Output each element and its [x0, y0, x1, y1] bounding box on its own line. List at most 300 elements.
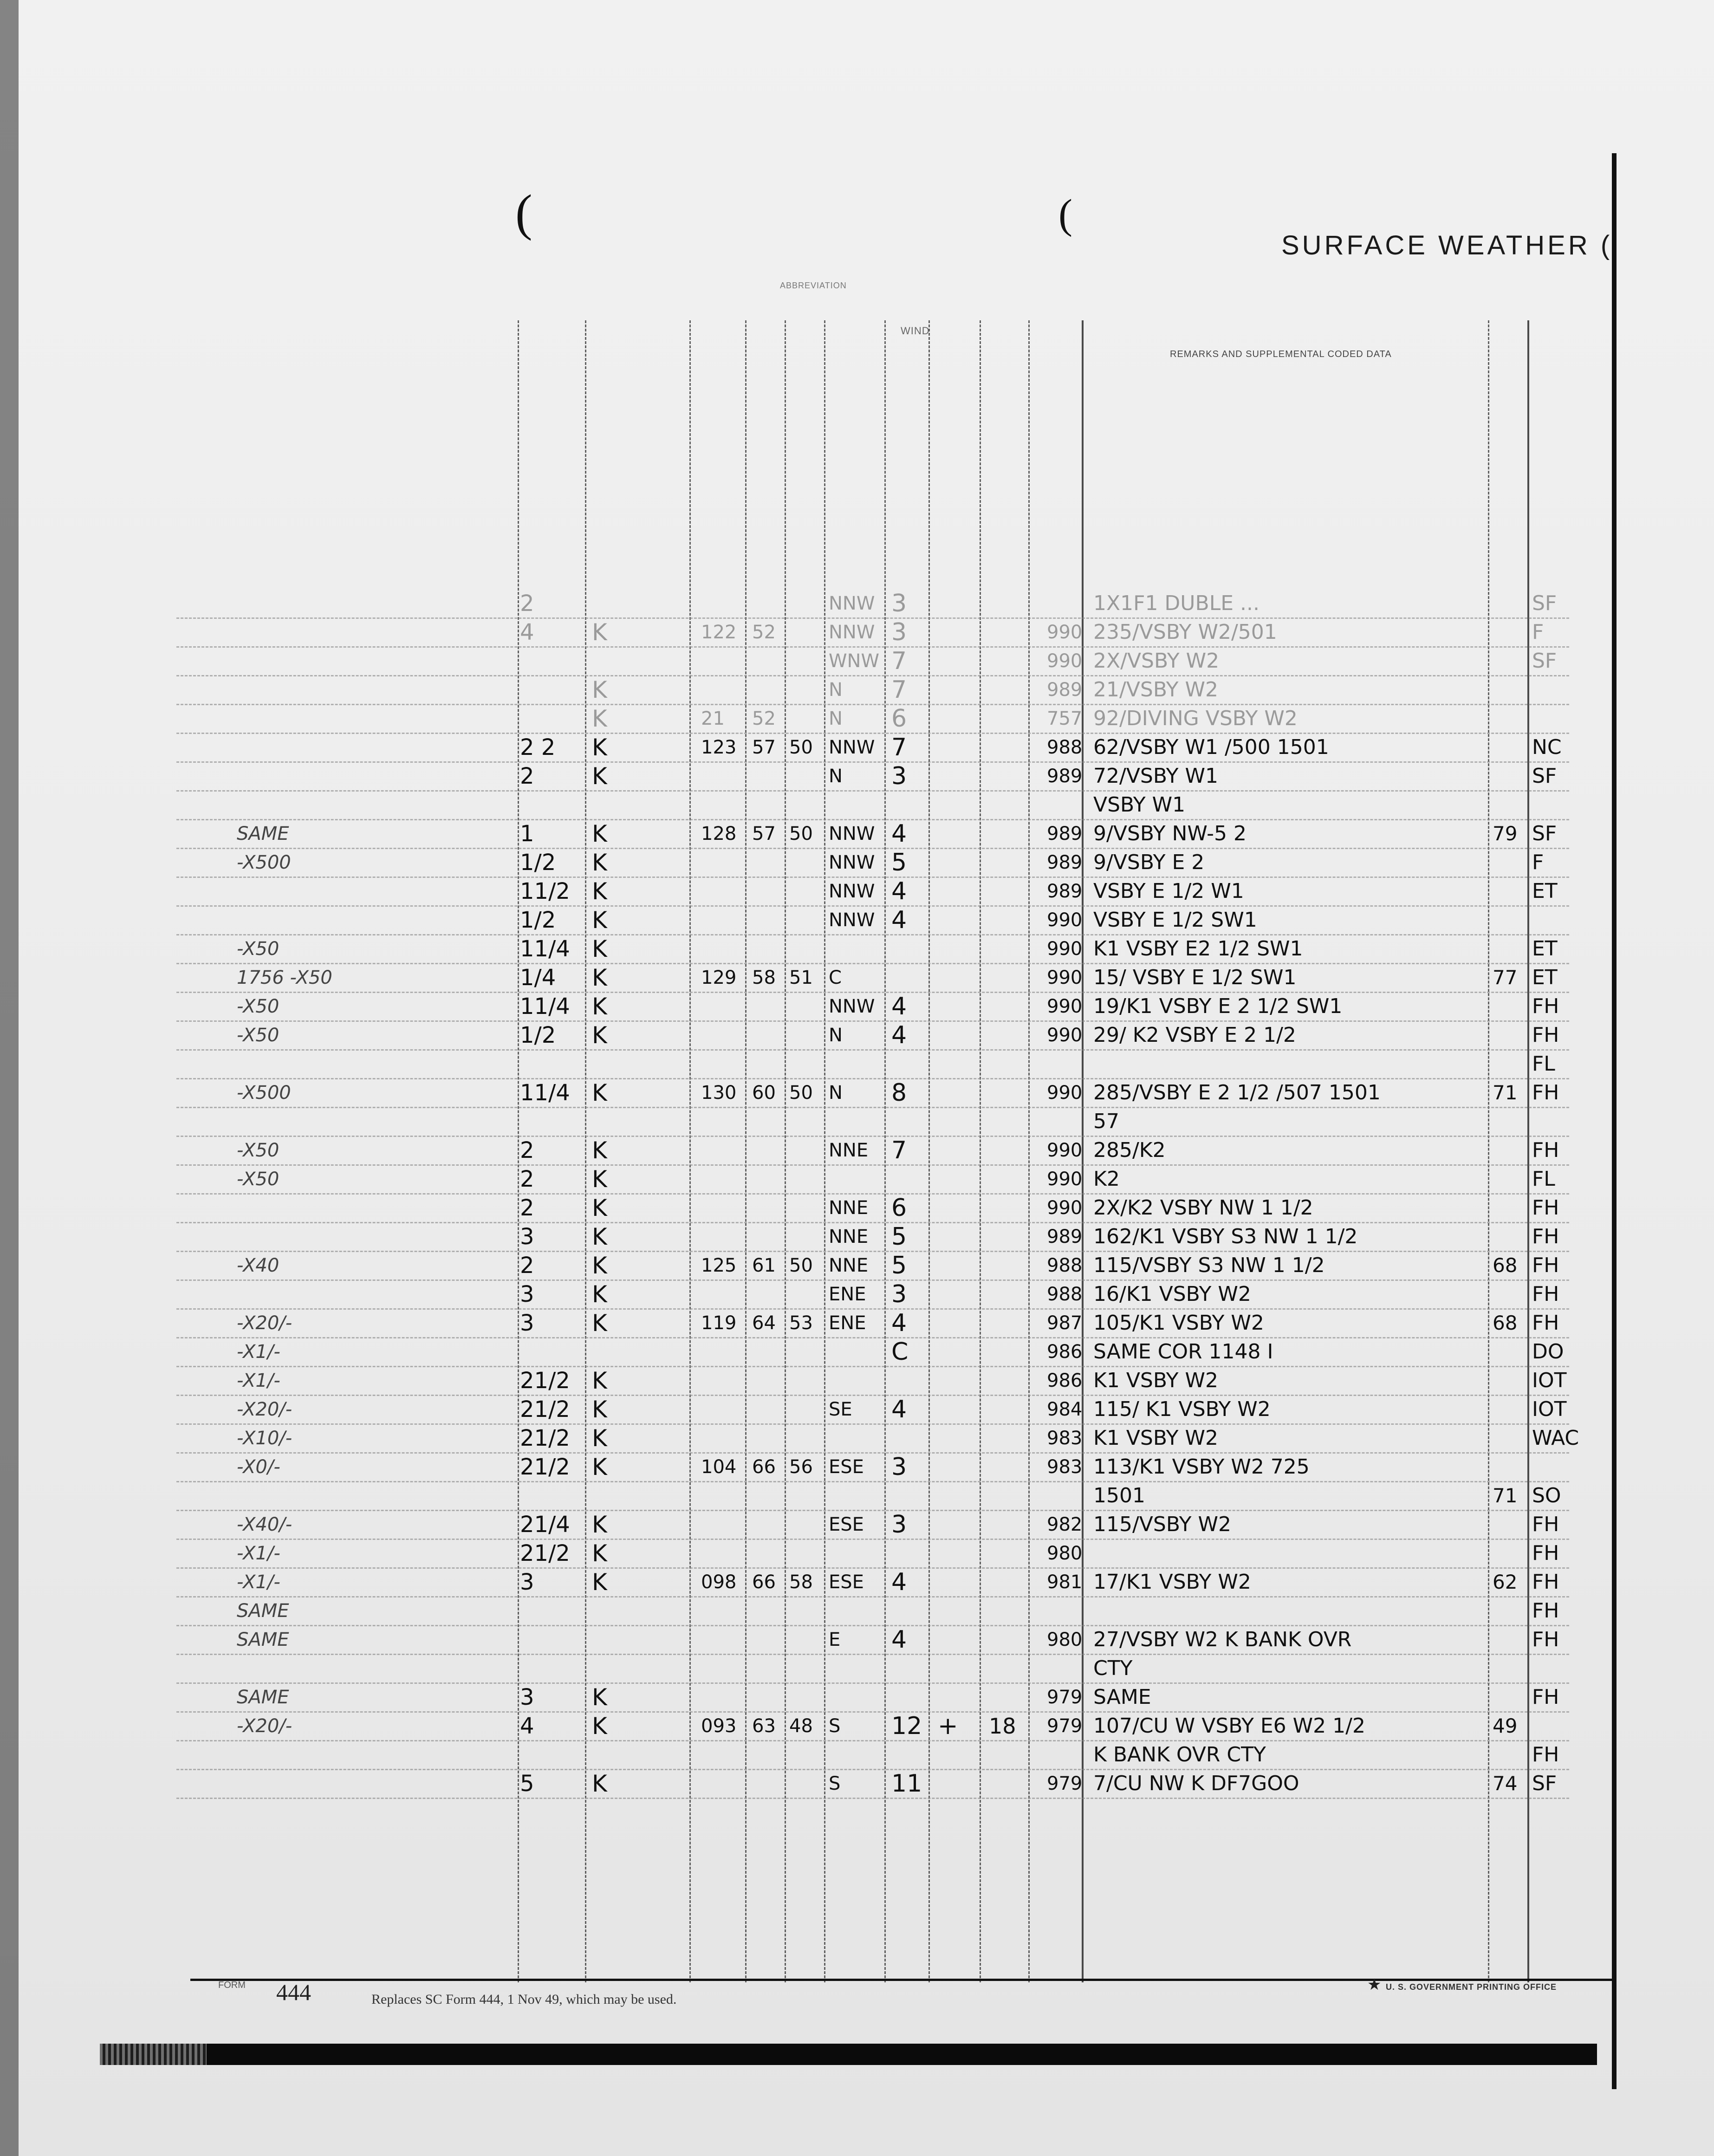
visibility-cell: 2	[520, 1166, 534, 1192]
observer-code-cell: FH	[1532, 1311, 1559, 1335]
visibility-cell: 1/2	[520, 907, 556, 933]
remarks-cell: CTY	[1093, 1656, 1133, 1680]
visibility-cell: 2	[520, 1195, 534, 1221]
pressure-cell: 990	[1047, 1140, 1083, 1161]
weather-cell: K	[592, 1511, 607, 1538]
wind-direction-cell: ESE	[829, 1456, 864, 1478]
wind-direction-cell: S	[829, 1715, 841, 1737]
table-row	[0, 964, 1714, 993]
wind-speed-cell: 4	[891, 1309, 907, 1337]
wind-direction-cell: NNW	[829, 996, 875, 1017]
weather-cell: K	[592, 1569, 607, 1596]
visibility-cell: 3	[520, 1310, 534, 1336]
time-cell: -X50	[237, 1140, 279, 1161]
remarks-cell: 115/VSBY W2	[1093, 1513, 1231, 1536]
table-row	[0, 762, 1714, 791]
time-cell: -X40/-	[237, 1514, 292, 1535]
table-bottom-rule	[190, 1979, 1617, 1981]
observer-code-cell: SF	[1532, 1772, 1557, 1795]
scan-border-texture	[100, 2044, 207, 2065]
weather-cell: K	[592, 1770, 607, 1797]
observer-code-cell: FH	[1532, 1513, 1559, 1536]
table-row	[0, 1626, 1714, 1655]
wind-speed-cell: 4	[891, 906, 907, 934]
wet-bulb-cell: 50	[789, 737, 813, 758]
remarks-cell: 92/DIVING VSBY W2	[1093, 707, 1298, 730]
table-row	[0, 1683, 1714, 1712]
visibility-cell: 11/4	[520, 936, 570, 962]
wind-speed-cell: 5	[891, 1223, 907, 1251]
wind-direction-cell: ESE	[829, 1572, 864, 1593]
temperature-cell: 129	[701, 967, 737, 988]
time-cell: -X10/-	[237, 1428, 292, 1449]
row-rule	[176, 1798, 1569, 1799]
wind-direction-cell: N	[829, 766, 843, 787]
wind-column-label: WIND	[901, 325, 930, 337]
remarks-cell: 2X/VSBY W2	[1093, 649, 1220, 673]
remarks-cell: 115/ K1 VSBY W2	[1093, 1397, 1271, 1421]
observer-code-cell: ET	[1532, 879, 1558, 903]
pressure-cell: 986	[1047, 1370, 1083, 1391]
pressure-cell: 979	[1047, 1773, 1083, 1794]
wind-speed-cell: 3	[891, 1511, 907, 1539]
wind-direction-cell: NNE	[829, 1226, 869, 1247]
wind-speed-cell: 7	[891, 1136, 907, 1164]
wind-direction-cell: SE	[829, 1399, 852, 1420]
dewpoint-cell: 66	[752, 1572, 776, 1593]
time-cell: -X500	[237, 852, 291, 873]
remarks-cell: 107/CU W VSBY E6 W2 1/2	[1093, 1714, 1365, 1738]
visibility-cell: 11/4	[520, 994, 570, 1020]
remarks-cell: 62/VSBY W1 /500 1501	[1093, 735, 1329, 759]
weather-cell: K	[592, 993, 607, 1020]
table-row	[0, 1050, 1714, 1079]
wind-speed-cell: 4	[891, 820, 907, 848]
replaces-note: Replaces SC Form 444, 1 Nov 49, which may be used.	[371, 1992, 677, 2007]
weather-cell: K	[592, 734, 607, 761]
temperature-cell: 128	[701, 823, 737, 844]
extra-value-cell: 68	[1493, 1312, 1518, 1334]
time-cell: SAME	[237, 1600, 289, 1622]
table-row	[0, 1568, 1714, 1597]
table-row	[0, 906, 1714, 935]
pressure-cell: 989	[1047, 823, 1083, 844]
visibility-cell: 21/2	[520, 1396, 570, 1422]
observer-code-cell: F	[1532, 851, 1544, 874]
table-row	[0, 734, 1714, 762]
wind-direction-cell: NNE	[829, 1197, 869, 1219]
wet-bulb-cell: 51	[789, 967, 813, 988]
wind-direction-cell: N	[829, 1025, 843, 1046]
pressure-cell: 990	[1047, 967, 1083, 988]
observer-code-cell: SF	[1532, 591, 1557, 615]
temperature-cell: 098	[701, 1572, 737, 1593]
remarks-cell: VSBY E 1/2 SW1	[1093, 908, 1257, 932]
table-row	[0, 1280, 1714, 1309]
remarks-cell: SAME	[1093, 1685, 1151, 1709]
table-row	[0, 1367, 1714, 1396]
dewpoint-cell: 52	[752, 708, 776, 729]
observer-code-cell: DO	[1532, 1340, 1564, 1364]
table-row	[0, 877, 1714, 906]
visibility-cell: 11/4	[520, 1080, 570, 1106]
table-row	[0, 1511, 1714, 1539]
wet-bulb-cell: 48	[789, 1715, 813, 1737]
pressure-cell: 989	[1047, 1226, 1083, 1247]
weather-cell: K	[592, 820, 607, 847]
weather-cell: K	[592, 1713, 607, 1740]
remarks-cell: 19/K1 VSBY E 2 1/2 SW1	[1093, 994, 1343, 1018]
visibility-cell: 21/2	[520, 1540, 570, 1566]
remarks-cell: 2X/K2 VSBY NW 1 1/2	[1093, 1196, 1313, 1220]
weather-cell: K	[592, 1281, 607, 1308]
table-row	[0, 1597, 1714, 1626]
time-cell: -X50	[237, 938, 279, 960]
wet-bulb-cell: 53	[789, 1312, 813, 1334]
time-cell: -X20/-	[237, 1715, 292, 1737]
remarks-cell: K1 VSBY W2	[1093, 1426, 1219, 1450]
time-cell: -X1/-	[237, 1543, 280, 1564]
wind-direction-cell: N	[829, 708, 843, 729]
weather-cell: K	[592, 907, 607, 934]
pressure-cell: 989	[1047, 852, 1083, 873]
remarks-cell: 285/VSBY E 2 1/2 /507 1501	[1093, 1081, 1381, 1104]
visibility-cell: 21/4	[520, 1512, 570, 1538]
wind-speed-cell: 4	[891, 993, 907, 1020]
wind-direction-cell: E	[829, 1629, 841, 1650]
wind-character-cell: +	[938, 1712, 958, 1740]
temperature-cell: 21	[701, 708, 725, 729]
weather-cell: K	[592, 1223, 607, 1250]
visibility-cell: 21/2	[520, 1425, 570, 1451]
remarks-cell: K BANK OVR CTY	[1093, 1743, 1266, 1766]
pressure-cell: 990	[1047, 650, 1083, 672]
time-cell: -X50	[237, 1025, 279, 1046]
observer-code-cell: FL	[1532, 1052, 1555, 1076]
pressure-cell: 979	[1047, 1715, 1083, 1737]
punch-mark-left: (	[515, 184, 532, 241]
table-row	[0, 1223, 1714, 1252]
observer-code-cell: FL	[1532, 1167, 1555, 1191]
visibility-cell: 2	[520, 1137, 534, 1163]
extra-value-cell: 79	[1493, 822, 1518, 845]
wet-bulb-cell: 50	[789, 1082, 813, 1104]
wind-speed-cell: 4	[891, 877, 907, 905]
wind-speed-cell: 7	[891, 734, 907, 761]
wind-speed-cell: 6	[891, 705, 907, 733]
temperature-cell: 104	[701, 1456, 737, 1478]
wind-direction-cell: ESE	[829, 1514, 864, 1535]
wind-speed-cell: 4	[891, 1396, 907, 1423]
time-cell: SAME	[237, 1687, 289, 1708]
dewpoint-cell: 52	[752, 622, 776, 643]
visibility-cell: 2 2	[520, 734, 556, 760]
time-cell: SAME	[237, 823, 289, 844]
observer-code-cell: FH	[1532, 1541, 1559, 1565]
weather-cell: K	[592, 878, 607, 905]
wind-speed-cell: 5	[891, 1252, 907, 1279]
table-row	[0, 1712, 1714, 1741]
pressure-cell: 983	[1047, 1428, 1083, 1449]
temperature-cell: 119	[701, 1312, 737, 1334]
remarks-cell: SAME COR 1148 I	[1093, 1340, 1273, 1364]
gpo-imprint: U. S. GOVERNMENT PRINTING OFFICE	[1386, 1982, 1557, 1992]
wind-direction-cell: S	[829, 1773, 841, 1794]
wind-speed-cell: 3	[891, 762, 907, 790]
observer-code-cell: FH	[1532, 1743, 1559, 1766]
pressure-cell: 757	[1047, 708, 1083, 729]
observer-code-cell: ET	[1532, 966, 1558, 989]
remarks-cell: K1 VSBY W2	[1093, 1369, 1219, 1392]
observer-code-cell: SF	[1532, 764, 1557, 788]
observer-code-cell: FH	[1532, 1225, 1559, 1248]
time-cell: -X1/-	[237, 1572, 280, 1593]
wind-speed-cell: 8	[891, 1079, 907, 1107]
observer-code-cell: SF	[1532, 649, 1557, 673]
remarks-cell: 1501	[1093, 1484, 1145, 1507]
wind-direction-cell: NNW	[829, 622, 875, 643]
visibility-cell: 5	[520, 1771, 534, 1797]
observer-code-cell: NC	[1532, 735, 1562, 759]
wind-speed-cell: 4	[891, 1568, 907, 1596]
weather-cell: K	[592, 1022, 607, 1049]
form-title: SURFACE WEATHER (	[1281, 230, 1613, 260]
remarks-cell: 9/VSBY E 2	[1093, 851, 1205, 874]
time-cell: -X500	[237, 1082, 291, 1104]
dewpoint-cell: 58	[752, 967, 776, 988]
remarks-cell: 9/VSBY NW-5 2	[1093, 822, 1247, 845]
pressure-cell: 990	[1047, 996, 1083, 1017]
wind-speed-cell: 11	[891, 1770, 922, 1798]
weather-cell: K	[592, 849, 607, 876]
remarks-cell: 113/K1 VSBY W2 725	[1093, 1455, 1310, 1479]
table-row	[0, 1338, 1714, 1367]
time-cell: -X0/-	[237, 1456, 280, 1478]
observer-code-cell: ET	[1532, 937, 1558, 961]
table-row	[0, 1108, 1714, 1136]
weather-cell: K	[592, 1137, 607, 1164]
remarks-cell: 27/VSBY W2 K BANK OVR	[1093, 1628, 1352, 1651]
visibility-cell: 3	[520, 1281, 534, 1307]
pressure-cell: 982	[1047, 1514, 1083, 1535]
weather-cell: K	[592, 1396, 607, 1423]
remarks-cell: VSBY E 1/2 W1	[1093, 879, 1244, 903]
remarks-cell: 1X1F1 DUBLE ...	[1093, 591, 1260, 615]
time-cell: -X20/-	[237, 1312, 292, 1334]
temperature-cell: 125	[701, 1255, 737, 1276]
table-row	[0, 849, 1714, 877]
table-row	[0, 1539, 1714, 1568]
wind-speed-cell: 6	[891, 1194, 907, 1222]
visibility-cell: 3	[520, 1569, 534, 1595]
remarks-cell: 21/VSBY W2	[1093, 678, 1218, 701]
table-row	[0, 1194, 1714, 1223]
table-row	[0, 1079, 1714, 1108]
table-row	[0, 1396, 1714, 1424]
extra-value-cell: 77	[1493, 966, 1518, 989]
table-row	[0, 1309, 1714, 1338]
remarks-cell: 17/K1 VSBY W2	[1093, 1570, 1251, 1594]
visibility-cell: 4	[520, 619, 534, 645]
remarks-cell: 57	[1093, 1110, 1119, 1133]
wet-bulb-cell: 50	[789, 1255, 813, 1276]
visibility-cell: 3	[520, 1224, 534, 1250]
observer-code-cell: SO	[1532, 1484, 1561, 1507]
remarks-cell: 16/K1 VSBY W2	[1093, 1282, 1251, 1306]
temperature-cell: 130	[701, 1082, 737, 1104]
extra-value-cell: 74	[1493, 1772, 1518, 1795]
observer-code-cell: FH	[1532, 1685, 1559, 1709]
observer-code-cell: FH	[1532, 1282, 1559, 1306]
wind-direction-cell: NNW	[829, 737, 875, 758]
wind-speed-cell: C	[891, 1338, 909, 1366]
wind-direction-cell: NNW	[829, 593, 875, 614]
pressure-cell: 989	[1047, 766, 1083, 787]
extra-value-cell: 68	[1493, 1254, 1518, 1277]
table-row	[0, 1021, 1714, 1050]
pressure-cell: 984	[1047, 1399, 1083, 1420]
pressure-cell: 990	[1047, 1197, 1083, 1219]
remarks-cell: 105/K1 VSBY W2	[1093, 1311, 1264, 1335]
scan-border-bar	[100, 2044, 1597, 2065]
wind-direction-cell: NNE	[829, 1140, 869, 1161]
pressure-cell: 990	[1047, 1082, 1083, 1104]
time-cell: -X50	[237, 1169, 279, 1190]
section-label: ABBREVIATION	[780, 281, 847, 290]
wind-direction-cell: N	[829, 1082, 843, 1104]
observer-code-cell: WAC	[1532, 1426, 1579, 1450]
dewpoint-cell: 61	[752, 1255, 776, 1276]
weather-cell: K	[592, 935, 607, 962]
remarks-cell: 115/VSBY S3 NW 1 1/2	[1093, 1253, 1325, 1277]
pressure-cell: 987	[1047, 1312, 1083, 1334]
observer-code-cell: FH	[1532, 1081, 1559, 1104]
wind-speed-cell: 3	[891, 1280, 907, 1308]
wind-direction-cell: NNW	[829, 881, 875, 902]
observer-code-cell: SF	[1532, 822, 1557, 845]
remarks-cell: 235/VSBY W2/501	[1093, 620, 1277, 644]
weather-cell: K	[592, 619, 607, 646]
dewpoint-cell: 63	[752, 1715, 776, 1737]
weather-cell: K	[592, 676, 607, 703]
weather-cell: K	[592, 1454, 607, 1481]
remarks-cell: 15/ VSBY E 1/2 SW1	[1093, 966, 1297, 989]
table-row	[0, 1165, 1714, 1194]
star-icon: ★	[1367, 1976, 1382, 1994]
remarks-cell: VSBY W1	[1093, 793, 1186, 817]
visibility-cell: 1/2	[520, 1022, 556, 1048]
wind-direction-cell: NNW	[829, 909, 875, 931]
observer-code-cell: IOT	[1532, 1369, 1567, 1392]
remarks-cell: 72/VSBY W1	[1093, 764, 1218, 788]
table-row	[0, 1741, 1714, 1770]
weather-cell: K	[592, 964, 607, 991]
weather-cell: K	[592, 1195, 607, 1221]
weather-cell: K	[592, 1425, 607, 1452]
observer-code-cell: FH	[1532, 994, 1559, 1018]
pressure-cell: 980	[1047, 1629, 1083, 1650]
observer-code-cell: FH	[1532, 1196, 1559, 1220]
weather-cell: K	[592, 1310, 607, 1337]
time-cell: -X50	[237, 996, 279, 1017]
time-cell: -X1/-	[237, 1341, 280, 1363]
observer-code-cell: FH	[1532, 1570, 1559, 1594]
wind-speed-cell: 5	[891, 849, 907, 877]
visibility-cell: 1/4	[520, 965, 556, 991]
visibility-cell: 1	[520, 821, 534, 847]
table-row	[0, 618, 1714, 647]
pressure-cell: 989	[1047, 679, 1083, 701]
wind-speed-cell: 3	[891, 590, 907, 617]
dewpoint-cell: 66	[752, 1456, 776, 1478]
wind-speed-cell: 7	[891, 676, 907, 704]
table-row	[0, 647, 1714, 676]
wet-bulb-cell: 56	[789, 1456, 813, 1478]
weather-cell: K	[592, 1252, 607, 1279]
pressure-cell: 990	[1047, 1025, 1083, 1046]
table-row	[0, 590, 1714, 618]
weather-cell: K	[592, 1079, 607, 1106]
observer-code-cell: F	[1532, 620, 1544, 644]
observer-code-cell: FH	[1532, 1023, 1559, 1047]
table-row	[0, 1655, 1714, 1683]
pressure-cell: 990	[1047, 622, 1083, 643]
wind-speed-cell: 4	[891, 1626, 907, 1654]
time-cell: -X40	[237, 1255, 279, 1276]
table-row	[0, 791, 1714, 820]
dewpoint-cell: 57	[752, 737, 776, 758]
visibility-cell: 4	[520, 1713, 534, 1739]
time-cell: -X20/-	[237, 1399, 292, 1420]
time-cell: -X1/-	[237, 1370, 280, 1391]
visibility-cell: 3	[520, 1684, 534, 1710]
wet-bulb-cell: 58	[789, 1572, 813, 1593]
observer-code-cell: FH	[1532, 1628, 1559, 1651]
time-cell: 1756 -X50	[237, 967, 332, 988]
pressure-cell: 981	[1047, 1572, 1083, 1593]
remarks-cell: K2	[1093, 1167, 1120, 1191]
weather-cell: K	[592, 763, 607, 790]
pressure-cell: 990	[1047, 1169, 1083, 1190]
extra-value-cell: 71	[1493, 1484, 1518, 1507]
table-row	[0, 1136, 1714, 1165]
weather-cell: K	[592, 705, 607, 732]
weather-cell: K	[592, 1367, 607, 1394]
wind-speed-cell: 7	[891, 647, 907, 675]
wind-direction-cell: NNE	[829, 1255, 869, 1276]
pressure-cell: 988	[1047, 1284, 1083, 1305]
visibility-cell: 21/2	[520, 1454, 570, 1480]
wind-speed-cell: 3	[891, 618, 907, 646]
table-row	[0, 935, 1714, 964]
observer-code-cell: IOT	[1532, 1397, 1567, 1421]
visibility-cell: 2	[520, 591, 534, 617]
time-cell: SAME	[237, 1629, 289, 1650]
pressure-cell: 990	[1047, 909, 1083, 931]
table-row	[0, 1453, 1714, 1482]
observer-code-cell: FH	[1532, 1138, 1559, 1162]
pressure-cell: 988	[1047, 737, 1083, 758]
wind-direction-cell: N	[829, 679, 843, 701]
wind-speed-cell: 12	[891, 1712, 922, 1740]
table-row	[0, 705, 1714, 734]
extra-value-cell: 62	[1493, 1571, 1518, 1593]
punch-mark-right: (	[1058, 191, 1072, 237]
extra-value-cell: 49	[1493, 1714, 1518, 1737]
wet-bulb-cell: 50	[789, 823, 813, 844]
temperature-cell: 122	[701, 622, 737, 643]
pressure-cell: 989	[1047, 881, 1083, 902]
